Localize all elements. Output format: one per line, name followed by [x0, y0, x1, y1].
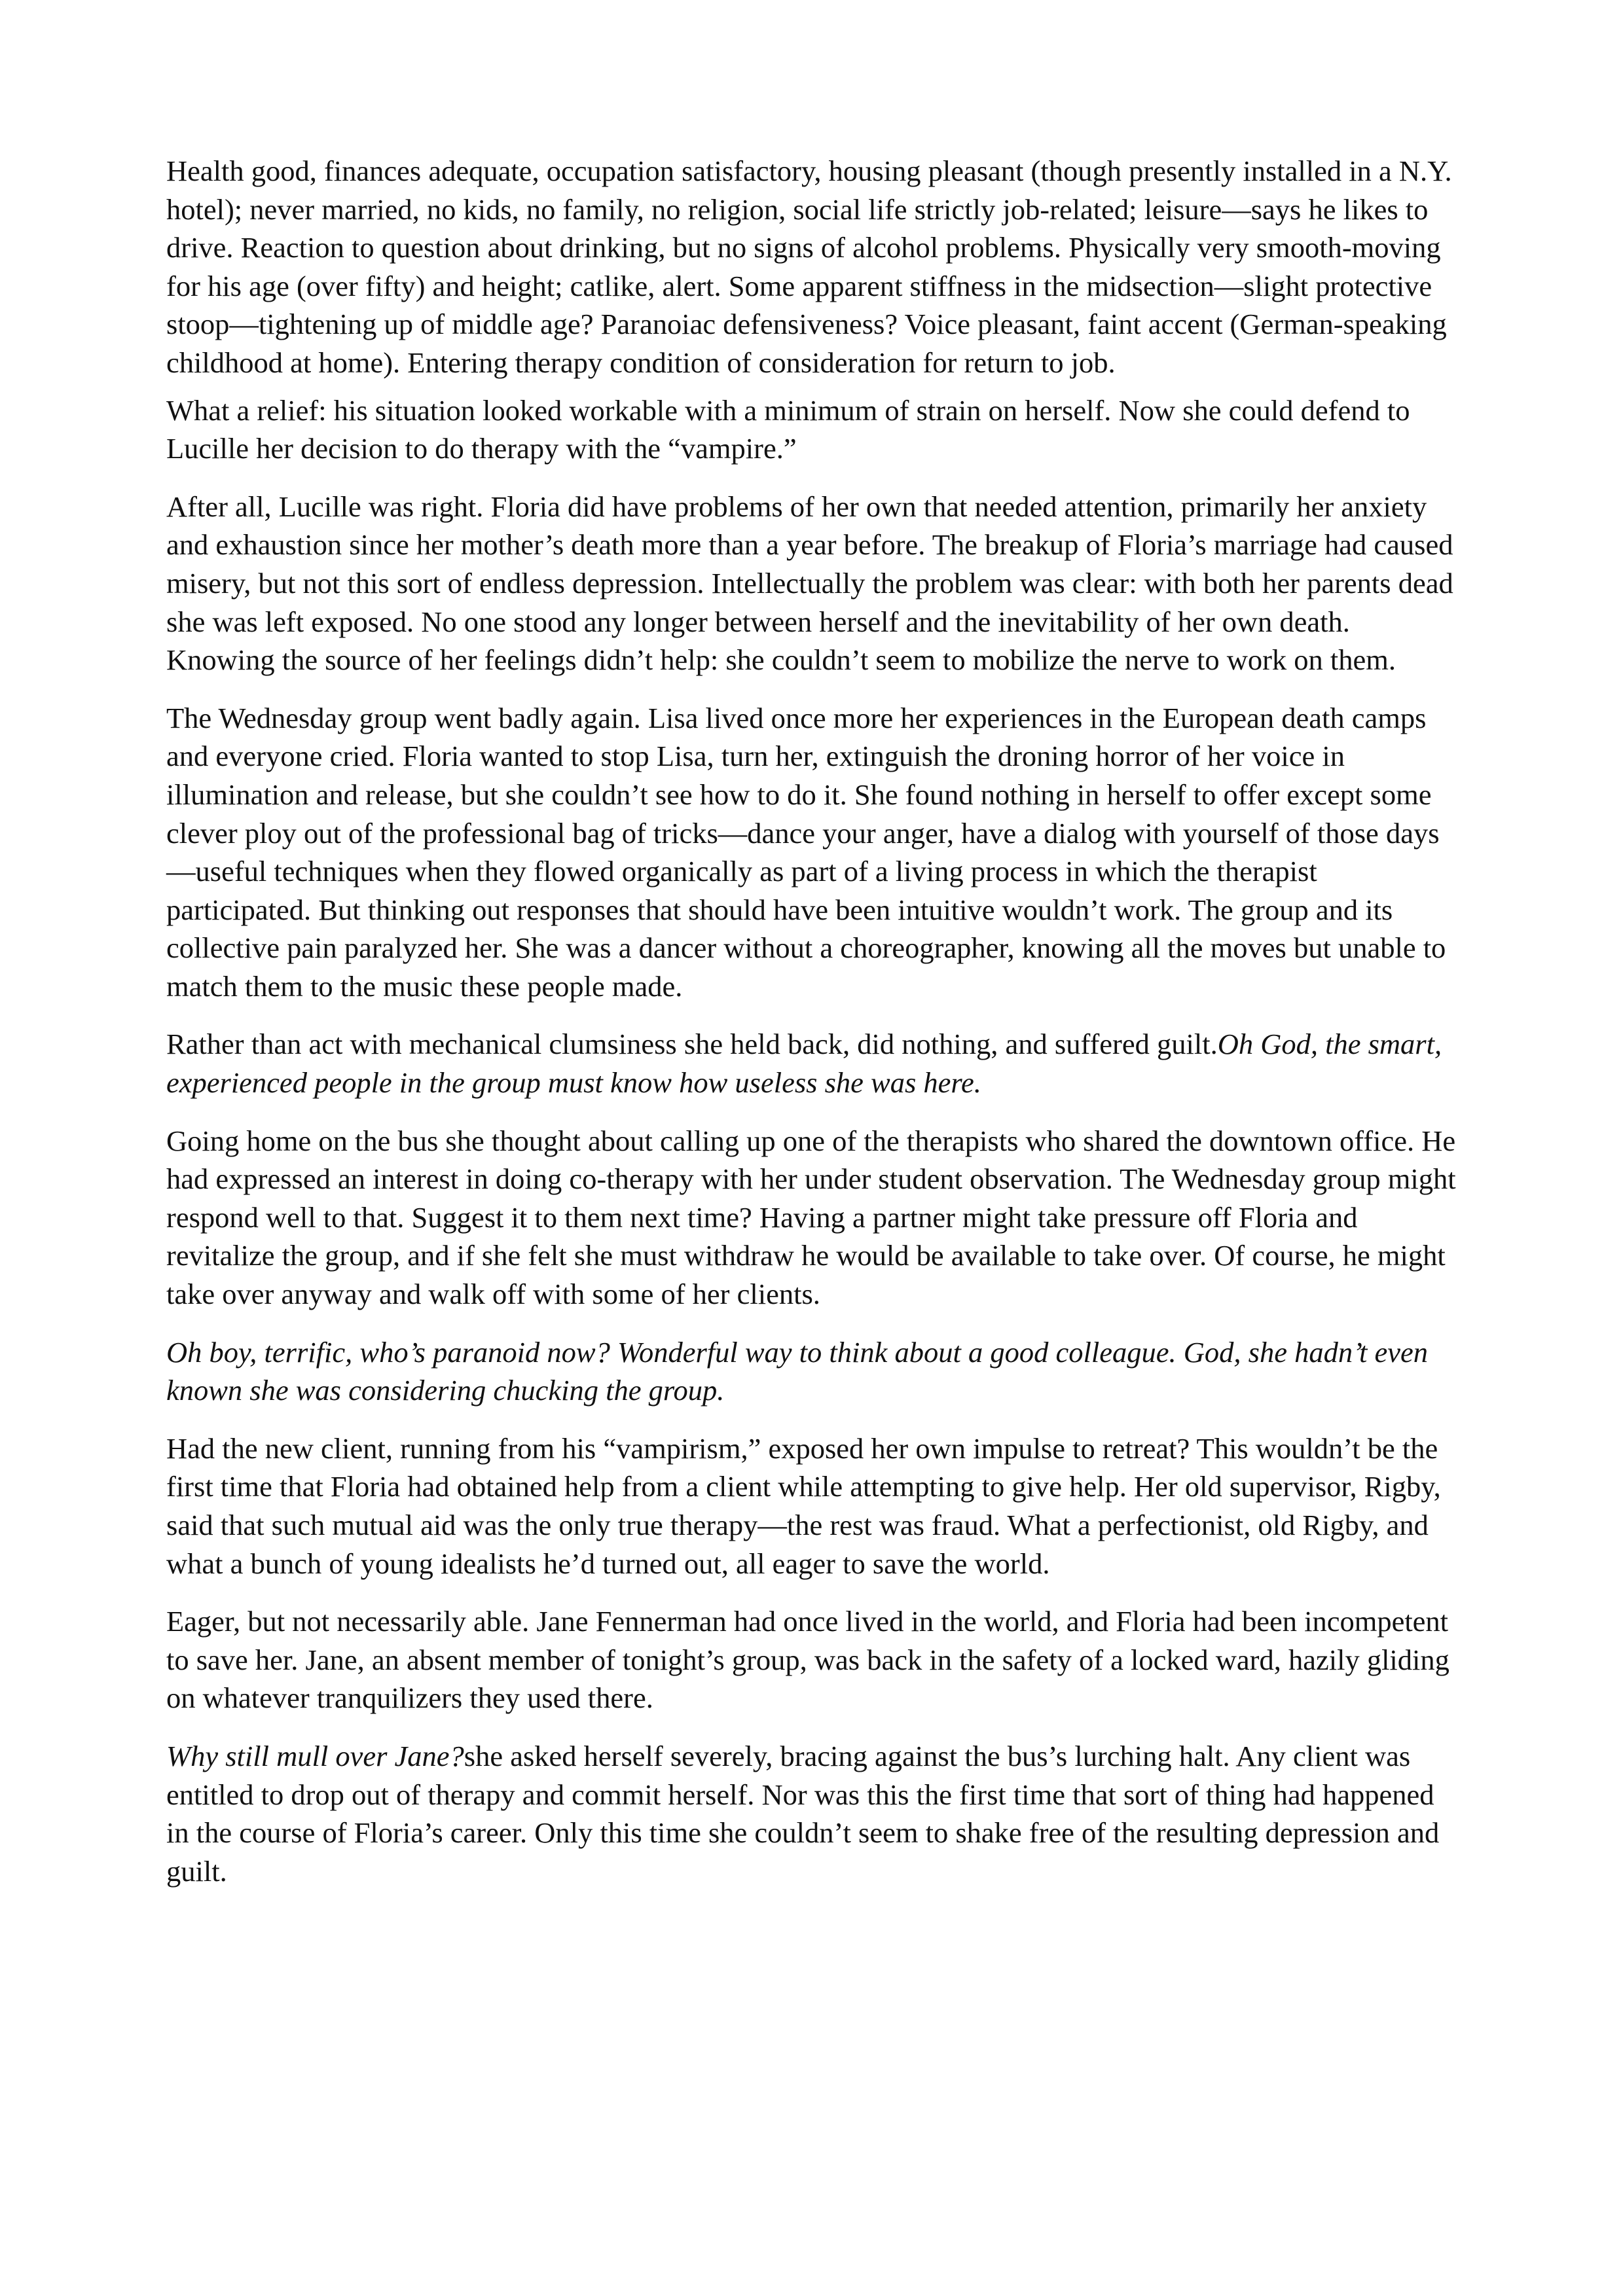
paragraph-text: Rather than act with mechanical clumsiness she held back, did nothing, and suffered guilt.: [166, 1028, 1218, 1061]
paragraph-jane: [166, 1602, 1459, 1717]
paragraph-text: What a relief: his situation looked workable with a minimum of strain on herself. Now she could defend to Lucille her decision to do therapy with the “vampire.”: [166, 393, 1410, 465]
paragraph-mull-over: [166, 1737, 1459, 1890]
paragraph-lucille: [166, 488, 1459, 679]
paragraph-italic-text: Oh boy, terrific, who’s paranoid now? Wonderful way to think about a good colleague. God, she hadn’t even known she was considering chucking the group.: [166, 1335, 1428, 1407]
paragraph-relief: [166, 391, 1459, 468]
paragraph-intake-notes: [166, 152, 1459, 382]
paragraph-text: After all, Lucille was right. Floria did have problems of her own that needed attention, primarily her anxiety and exhaustion since her mother’s death more than a year before. The breakup of Floria’s marriage had caused misery, but not this sort of endless depression. Intellectually the problem was clear: with both her parents dead she was left exposed. No one stood any longer between herself and the inevitability of her own death. Knowing the source of her feelings didn’t help: she couldn’t seem to mobilize the nerve to work on them.: [166, 490, 1453, 677]
paragraph-text: Eager, but not necessarily able. Jane Fennerman had once lived in the world, and Floria had been incompetent to save her. Jane, an absent member of tonight’s group, was back in the safety of a locked ward, hazily gliding on whatever tranquilizers they used there.: [166, 1605, 1450, 1715]
paragraph-text: Had the new client, running from his “vampirism,” exposed her own impulse to retreat? This wouldn’t be the first time that Floria had obtained help from a client while attempting to give help. Her old supervisor, Rigby, said that such mutual aid was the only true therapy—the rest was fraud. What a perfectionist, old Rigby, and what a bunch of young idealists he’d turned out, all eager to save the world.: [166, 1431, 1441, 1580]
document-page: [166, 152, 1459, 1890]
paragraph-paranoid-thought: [166, 1333, 1459, 1410]
paragraph-new-client: [166, 1429, 1459, 1583]
paragraph-italic-head: Why still mull over Jane?: [166, 1739, 464, 1772]
paragraph-text: Health good, finances adequate, occupation satisfactory, housing pleasant (though presently installed in a N.Y. hotel); never married, no kids, no family, no religion, social life strictly job-related; leisure—says he likes to drive. Reaction to question about drinking, but no signs of alcohol problems. Physically very smooth-moving for his age (over fifty) and height; catlike, alert. Some apparent stiffness in the midsection—slight protective stoop—tightening up of middle age? Paranoiac defensiveness? Voice pleasant, faint accent (German-speaking childhood at home). Entering therapy condition of consideration for return to job.: [166, 154, 1452, 379]
paragraph-wednesday-group: [166, 699, 1459, 1006]
paragraph-italic-tail: Oh God, the smart, experienced people in the group must know how useless she was here.: [166, 1028, 1442, 1100]
paragraph-text: The Wednesday group went badly again. Lisa lived once more her experiences in the European death camps and everyone cried. Floria wanted to stop Lisa, turn her, extinguish the droning horror of her voice in illumination and release, but she couldn’t see how to do it. She found nothing in herself to offer except some clever ploy out of the professional bag of tricks—dance your anger, have a dialog with yourself of those days—useful techniques when they flowed organically as part of a living process in which the therapist participated. But thinking out responses that should have been intuitive wouldn’t work. The group and its collective pain paralyzed her. She was a dancer without a choreographer, knowing all the moves but unable to match them to the music these people made.: [166, 701, 1446, 1003]
paragraph-bus-ride: [166, 1122, 1459, 1314]
paragraph-text: Going home on the bus she thought about calling up one of the therapists who shared the downtown office. He had expressed an interest in doing co-therapy with her under student observation. The Wednesday group might respond well to that. Suggest it to them next time? Having a partner might take pressure off Floria and revitalize the group, and if she felt she must withdraw he would be available to take over. Of course, he might take over anyway and walk off with some of her clients.: [166, 1124, 1456, 1311]
paragraph-text: she asked herself severely, bracing against the bus’s lurching halt. Any client was entitled to drop out of therapy and commit herself. Nor was this the first time that sort of thing had happened in the course of Floria’s career. Only this time she couldn’t seem to shake free of the resulting depression and guilt.: [166, 1739, 1440, 1888]
paragraph-guilt: [166, 1025, 1459, 1102]
